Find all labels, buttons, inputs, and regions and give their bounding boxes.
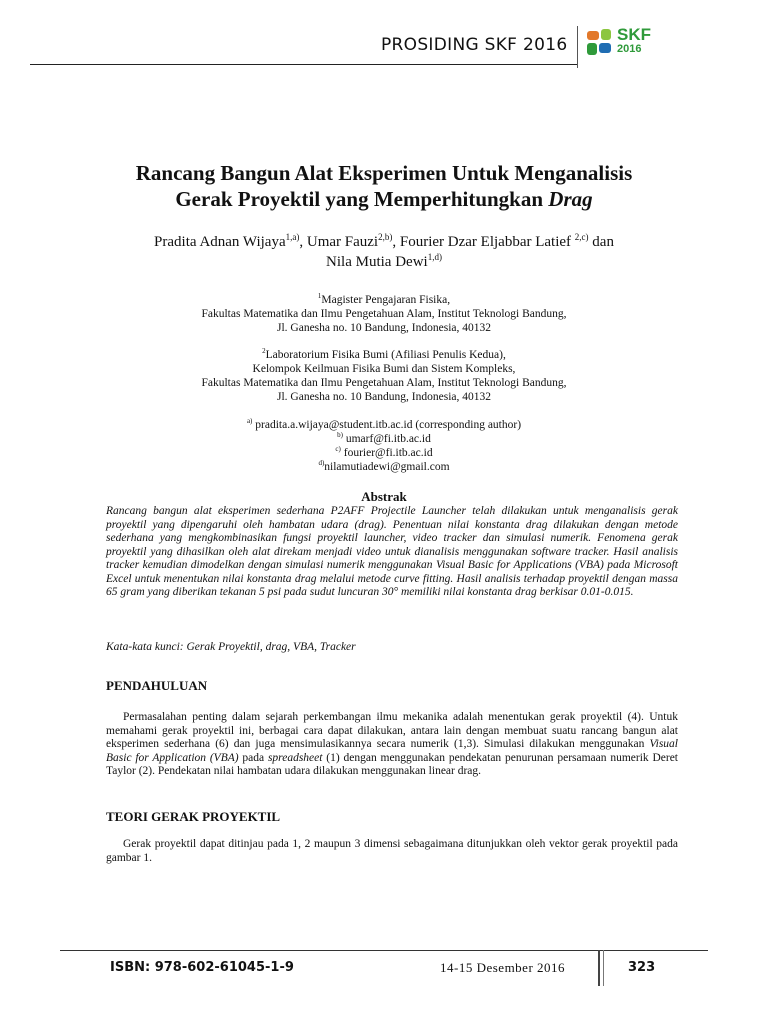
paragraph-text: (1) dengan menggunakan pendekatan penurunan persamaan numerik Deret Taylor (2). Pendekatan nilai hambatan udara dilakukan menggunakan linear drag. [106, 751, 678, 777]
affiliation-line: Jl. Ganesha no. 10 Bandung, Indonesia, 40132 [277, 391, 491, 403]
paragraph-text: Permasalahan penting dalam sejarah perkembangan ilmu mekanika adalah menentukan gerak proyektil (4). Untuk memahami gerak proyektil ini, berbagai cara dapat dilakukan, antara lain dengan membuat suatu rancang bangun alat eksperimen sederhana (6) dan juga mensimulasikannya secara numerik (1,3). Simulasi dilakukan menggunakan [106, 711, 678, 750]
email-line [100, 418, 668, 432]
email-mark: a) [246, 417, 253, 426]
title-line-1: Rancang Bangun Alat Eksperimen Untuk Menganalisis [135, 161, 633, 185]
email-line [100, 460, 668, 474]
isbn: ISBN: 978-602-61045-1-9 [110, 960, 294, 975]
paragraph-teori [106, 838, 678, 865]
author-mark: 1,a) [285, 232, 300, 242]
paragraph-spreadsheet-term: spreadsheet [267, 751, 323, 764]
author-mark: 1,d) [427, 252, 442, 262]
affiliation-1 [100, 293, 668, 335]
paper-title [60, 160, 708, 212]
affiliation-text: Magister Pengajaran Fisika, [321, 294, 451, 306]
affiliation-line [100, 348, 668, 362]
email-mark: d) [318, 459, 325, 468]
abstract-heading: Abstrak [361, 489, 407, 504]
email-address: nilamutiadewi@gmail.com [324, 461, 450, 473]
author-mark: 2,c) [574, 232, 589, 242]
author-name: Umar Fauzi [306, 234, 379, 250]
author-separator: dan [588, 234, 614, 250]
paragraph-text: Gerak proyektil dapat ditinjau pada 1, 2 maupun 3 dimensi sebagaimana ditunjukkan oleh vektor gerak proyektil pada gambar 1. [106, 838, 678, 864]
affiliation-mark: 1 [317, 292, 322, 301]
affiliation-mark: 2 [262, 347, 266, 356]
affiliation-2 [100, 348, 668, 404]
affiliation-line: Fakultas Matematika dan Ilmu Pengetahuan Alam, Institut Teknologi Bandung, [201, 308, 567, 320]
title-line-2-text: Gerak Proyektil yang Memperhitungkan [175, 187, 549, 211]
paragraph-vba-term: Visual Basic for Application (VBA) [106, 738, 678, 764]
paragraph-pendahuluan [106, 711, 678, 779]
conference-date: 14-15 Desember 2016 [440, 960, 566, 975]
author-name: Nila Mutia Dewi [326, 254, 428, 270]
affiliation-line: Kelompok Keilmuan Fisika Bumi dan Sistem Kompleks, [252, 363, 516, 375]
proceedings-title: PROSIDING SKF 2016 [381, 35, 568, 55]
email-address: pradita.a.wijaya@student.itb.ac.id (corresponding author) [252, 419, 522, 431]
email-mark: b) [337, 431, 343, 440]
header-rule [30, 64, 578, 65]
affiliation-line: Jl. Ganesha no. 10 Bandung, Indonesia, 40132 [277, 322, 491, 334]
author-name: Fourier Dzar Eljabbar Latief [399, 234, 575, 250]
affiliation-text: Laboratorium Fisika Bumi (Afiliasi Penulis Kedua), [265, 349, 506, 361]
email-list [100, 418, 668, 474]
title-drag-word: Drag [548, 187, 593, 211]
affiliation-line [100, 293, 668, 307]
author-separator: , [299, 234, 307, 250]
abstract-text: Rancang bangun alat eksperimen sederhana P2AFF Projectile Launcher telah dilakukan untuk menganalisis gerak proyektil yang dipengaruhi oleh hambatan udara (drag). Penentuan nilai konstanta drag dilakukan dengan metode sederhana yang mengkombinasikan fungsi proyektil launcher, video tracker dan simulasi numerik. Fenomena gerak proyektil yang dihasilkan oleh alat direkam menjadi video untuk dianalisis menggunakan software tracker. Hasil analisis tracker kemudian dimodelkan dengan simulasi numerik menggunakan Visual Basic for Applications (VBA) pada Microsoft Excel untuk menentukan nilai konstanta drag melalui metode curve fitting. Hasil analisis terhadap proyektil dengan massa 65 gram yang diberikan tekanan 5 psi pada sudut luncuran 30° memiliki nilai konstanta drag berkisar 0.01-0.015. [106, 505, 678, 598]
skf-logo-text [617, 26, 651, 55]
footer-divider [598, 950, 600, 986]
author-separator: , [392, 234, 400, 250]
author-list [80, 232, 688, 272]
header-divider [577, 26, 578, 68]
email-mark: c) [335, 445, 341, 454]
logo-name: SKF [617, 25, 651, 44]
title-line-2 [60, 186, 708, 212]
email-address: fourier@fi.itb.ac.id [340, 447, 433, 459]
page-number: 323 [628, 960, 656, 975]
footer-divider-thin [603, 950, 604, 986]
author-mark: 2,b) [378, 232, 393, 242]
email-line [100, 446, 668, 460]
author-name: Pradita Adnan Wijaya [154, 234, 286, 250]
email-address: umarf@fi.itb.ac.id [342, 433, 431, 445]
logo-year: 2016 [617, 43, 642, 55]
keywords: Kata-kata kunci: Gerak Proyektil, drag, VBA, Tracker [106, 641, 356, 653]
email-line [100, 432, 668, 446]
affiliation-line: Fakultas Matematika dan Ilmu Pengetahuan Alam, Institut Teknologi Bandung, [201, 377, 567, 389]
section-heading-pendahuluan: PENDAHULUAN [106, 678, 208, 693]
paragraph-text: pada [238, 751, 268, 764]
footer-rule [60, 950, 708, 951]
section-heading-teori: TEORI GERAK PROYEKTIL [106, 809, 281, 824]
